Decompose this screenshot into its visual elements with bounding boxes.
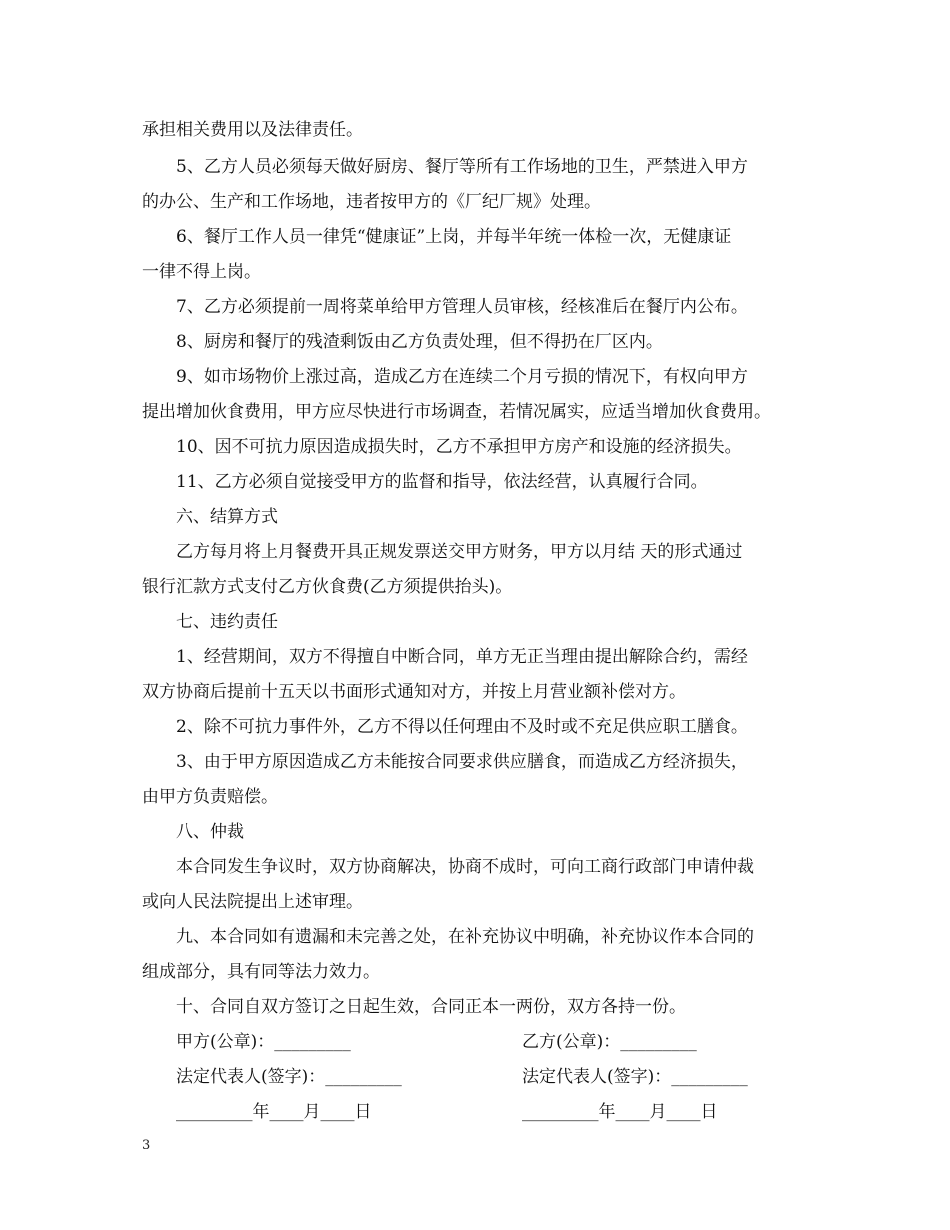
text-line: 一律不得上岗。	[142, 262, 261, 282]
text-line: 8、厨房和餐厅的残渣剩饭由乙方负责处理，但不得扔在厂区内。	[176, 332, 663, 352]
party-b-representative-field: 法定代表人(签字)：_________	[522, 1067, 748, 1087]
text-line: 3、由于甲方原因造成乙方未能按合同要求供应膳食，而造成乙方经济损失，	[176, 752, 748, 772]
page-number: 3	[142, 1138, 151, 1153]
section-heading: 六、结算方式	[176, 507, 278, 527]
text-line: 由甲方负责赔偿。	[142, 787, 278, 807]
text-line: 双方协商后提前十五天以书面形式通知对方，并按上月营业额补偿对方。	[142, 682, 686, 702]
text-line: 提出增加伙食费用，甲方应尽快进行市场调查，若情况属实，应适当增加伙食费用。	[142, 402, 771, 422]
text-line: 承担相关费用以及法律责任。	[142, 120, 363, 140]
text-line: 的办公、生产和工作场地，违者按甲方的《厂纪厂规》处理。	[142, 192, 601, 212]
text-line: 十、合同自双方签订之日起生效，合同正本一两份，双方各持一份。	[176, 997, 686, 1017]
party-b-seal-field: 乙方(公章)：_________	[522, 1032, 697, 1052]
party-a-representative-field: 法定代表人(签字)：_________	[176, 1067, 402, 1087]
text-line: 10、因不可抗力原因造成损失时，乙方不承担甲方房产和设施的经济损失。	[176, 437, 742, 457]
party-a-seal-field: 甲方(公章)：_________	[176, 1032, 351, 1052]
text-line: 9、如市场物价上涨过高，造成乙方在连续二个月亏损的情况下，有权向甲方	[176, 367, 748, 387]
text-line: 组成部分，具有同等法力效力。	[142, 962, 380, 982]
text-line: 5、乙方人员必须每天做好厨房、餐厅等所有工作场地的卫生，严禁进入甲方	[176, 157, 748, 177]
section-heading: 八、仲裁	[176, 822, 244, 842]
party-b-date-field: _________年____月____日	[522, 1102, 718, 1122]
section-heading: 七、违约责任	[176, 612, 278, 632]
text-line: 乙方每月将上月餐费开具正规发票送交甲方财务，甲方以月结 天的形式通过	[176, 542, 743, 562]
party-a-date-field: _________年____月____日	[176, 1102, 372, 1122]
text-line: 本合同发生争议时，双方协商解决，协商不成时，可向工商行政部门申请仲裁	[176, 857, 754, 877]
text-line: 7、乙方必须提前一周将菜单给甲方管理人员审核，经核准后在餐厅内公布。	[176, 297, 748, 317]
text-line: 11、乙方必须自觉接受甲方的监督和指导，依法经营，认真履行合同。	[176, 472, 708, 492]
text-line: 银行汇款方式支付乙方伙食费(乙方须提供抬头)。	[142, 577, 513, 597]
text-line: 九、本合同如有遗漏和未完善之处，在补充协议中明确，补充协议作本合同的	[176, 927, 754, 947]
text-line: 或向人民法院提出上述审理。	[142, 892, 363, 912]
text-line: 1、经营期间，双方不得擅自中断合同，单方无正当理由提出解除合约，需经	[176, 647, 748, 667]
text-line: 6、餐厅工作人员一律凭“健康证”上岗，并每半年统一体检一次，无健康证	[176, 227, 732, 247]
text-line: 2、除不可抗力事件外，乙方不得以任何理由不及时或不充足供应职工膳食。	[176, 717, 748, 737]
